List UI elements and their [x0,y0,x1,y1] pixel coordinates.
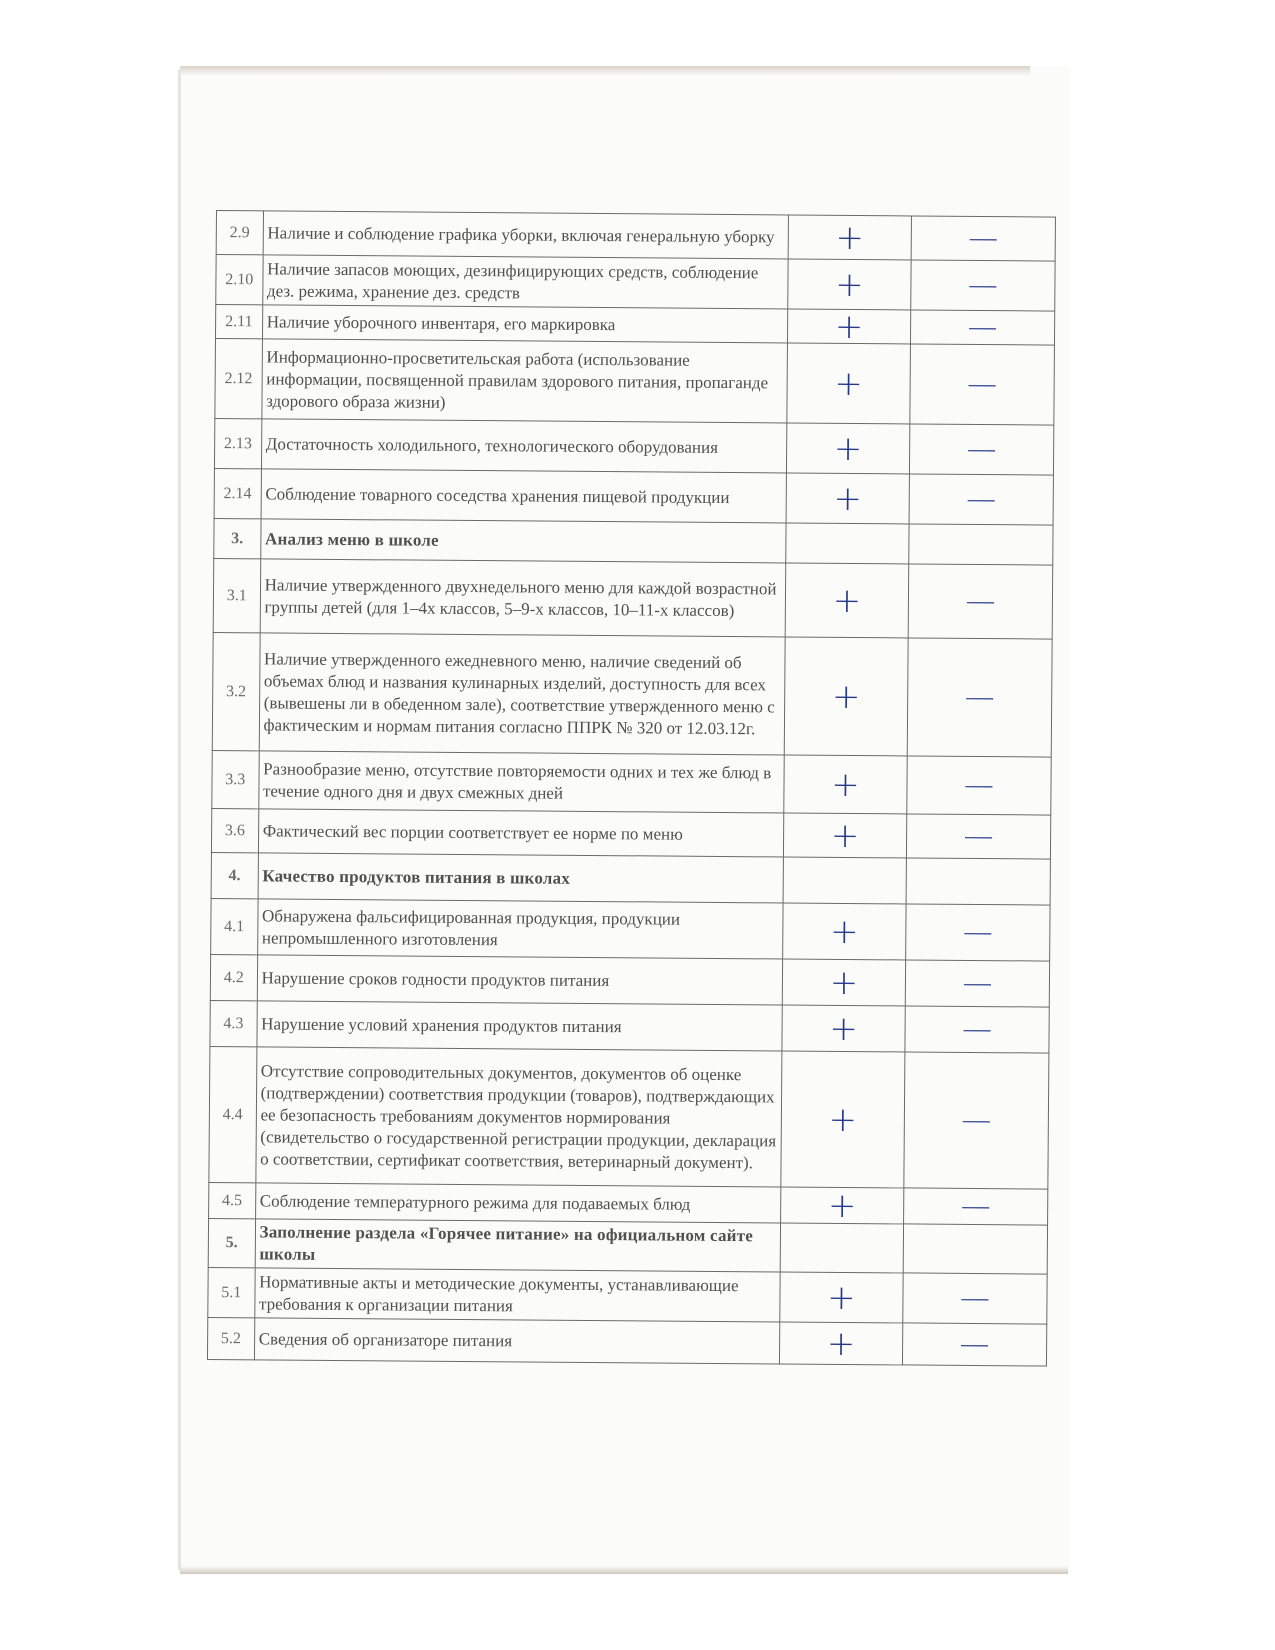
section-title: Анализ меню в школе [260,519,786,563]
row-text: Нарушение сроков годности продуктов питания [257,955,783,1005]
minus-mark: — [910,310,1054,345]
table-row [210,954,1049,1007]
plus-mark [780,1223,903,1273]
table-row [212,750,1051,815]
minus-mark: — [907,638,1052,757]
row-number: 2.14 [214,468,261,518]
row-number: 4.4 [209,1046,257,1182]
row-text: Информационно-просветительская работа (использование информации, посвященной правилам здорового питания, пропаганде здорового образа жизни) [261,339,787,423]
row-number: 2.13 [214,418,261,468]
table-row [212,632,1052,757]
row-text: Сведения об организаторе питания [254,1318,780,1364]
plus-mark: + [783,813,906,858]
minus-mark [909,524,1053,565]
plus-mark [783,857,906,904]
paper-bottom-edge [180,1566,1068,1574]
section-title: Качество продуктов питания в школах [258,853,784,903]
row-number: 3.3 [212,750,259,808]
section-number: 3. [214,518,261,558]
plus-mark: + [781,1051,905,1188]
row-text: Разнообразие меню, отсутствие повторяемости одних и тех же блюд в течение одного дня и двух смежных дней [258,751,784,813]
table-row [214,468,1053,525]
plus-mark: + [779,1322,902,1365]
minus-mark: — [906,814,1050,859]
minus-mark: — [903,1273,1047,1324]
table-row [207,1317,1046,1366]
table-row [211,898,1050,961]
row-number: 3.1 [213,558,260,632]
table-row [214,418,1053,475]
plus-mark: + [786,473,909,524]
minus-mark: — [909,474,1053,525]
plus-mark: + [785,563,908,638]
plus-mark: + [782,1005,905,1052]
row-text: Наличие утвержденного ежедневного меню, наличие сведений об объемах блюд и названия кулинарных изделий, доступность для всех (вывешены ли в обеденном зале), соответствие утвержденного меню с фактическим и нормам питания согласно ППРК № 320 от 12.03.12г. [259,633,785,755]
minus-mark: — [907,756,1052,815]
section-row [208,1218,1047,1274]
minus-mark: — [908,564,1053,639]
row-number: 4.5 [209,1182,256,1218]
row-text: Наличие утвержденного двухнедельного меню для каждой возрастной группы детей (для 1–4х классов, 5–9-х классов, 10–11-х классов) [260,559,786,637]
row-text: Наличие запасов моющих, дезинфицирующих средств, соблюдение дез. режима, хранение дез. средств [262,255,788,309]
section-row [211,852,1050,905]
minus-mark: — [904,1052,1049,1189]
row-text: Обнаружена фальсифицированная продукция, продукции непромышленного изготовления [257,899,783,959]
minus-mark: — [910,344,1055,425]
plus-mark: + [788,215,911,260]
row-number: 2.12 [215,338,262,418]
row-text: Нарушение условий хранения продуктов питания [257,1001,783,1051]
minus-mark: — [905,1006,1049,1053]
section-number: 4. [211,852,258,898]
plus-mark: + [784,637,908,756]
table-row [216,211,1055,262]
minus-mark: — [902,1323,1046,1366]
plus-mark: + [788,259,911,310]
table-row [213,558,1053,639]
plus-mark: + [782,959,905,1006]
minus-mark [906,858,1050,905]
plus-mark: + [784,755,907,814]
section-number: 5. [208,1218,255,1267]
section-row [214,518,1053,565]
minus-mark: — [911,260,1055,311]
minus-mark: — [903,1188,1047,1225]
section-title: Заполнение раздела «Горячее питание» на официальном сайте школы [255,1219,781,1272]
plus-mark: + [787,343,910,424]
table-row [215,338,1055,425]
row-number: 3.6 [211,808,258,852]
row-number: 4.3 [210,1000,257,1046]
table-row [209,1046,1049,1189]
row-text: Фактический вес порции соответствует ее норме по меню [258,809,784,857]
plus-mark: + [786,423,909,474]
plus-mark: + [780,1272,903,1323]
row-number: 2.10 [216,255,263,305]
minus-mark: — [905,960,1049,1007]
row-text: Отсутствие сопроводительных документов, документов об оценке (подтверждении) соответствия продукции (товаров), подтверждающих ее безопасность требованиям документов нормирования (свидетельство о государственной регистрации продукции, декларация о соответствии, сертификат соответствия, ветеринарный документ). [255,1047,781,1187]
table-row [216,255,1055,312]
row-number: 5.1 [208,1267,255,1317]
row-text: Наличие уборочного инвентаря, его маркировка [262,305,788,343]
row-text: Наличие и соблюдение графика уборки, включая генеральную уборку [263,211,789,259]
row-number: 4.2 [210,954,257,1000]
row-number: 4.1 [211,898,258,954]
row-number: 3.2 [212,632,260,750]
paper-left-edge [178,70,181,1570]
row-text: Соблюдение температурного режима для подаваемых блюд [255,1183,781,1223]
plus-mark: + [788,309,911,344]
table-row [211,808,1050,859]
row-number: 2.9 [216,211,263,255]
minus-mark: — [909,424,1053,475]
row-number: 2.11 [215,305,262,339]
paper-top-edge [180,66,1030,76]
minus-mark [903,1224,1047,1274]
row-text: Соблюдение товарного соседства хранения пищевой продукции [261,469,787,523]
plus-mark: + [783,903,906,960]
row-text: Достаточность холодильного, технологического оборудования [261,419,787,473]
table-row [208,1267,1047,1324]
row-number: 5.2 [207,1317,254,1359]
plus-mark [786,523,909,564]
table-row [210,1000,1049,1053]
minus-mark: — [906,904,1051,961]
row-text: Нормативные акты и методические документы, устанавливающие требования к организации питания [254,1268,780,1322]
plus-mark: + [781,1187,904,1224]
minus-mark: — [911,216,1055,261]
checklist-table [207,210,1056,1367]
